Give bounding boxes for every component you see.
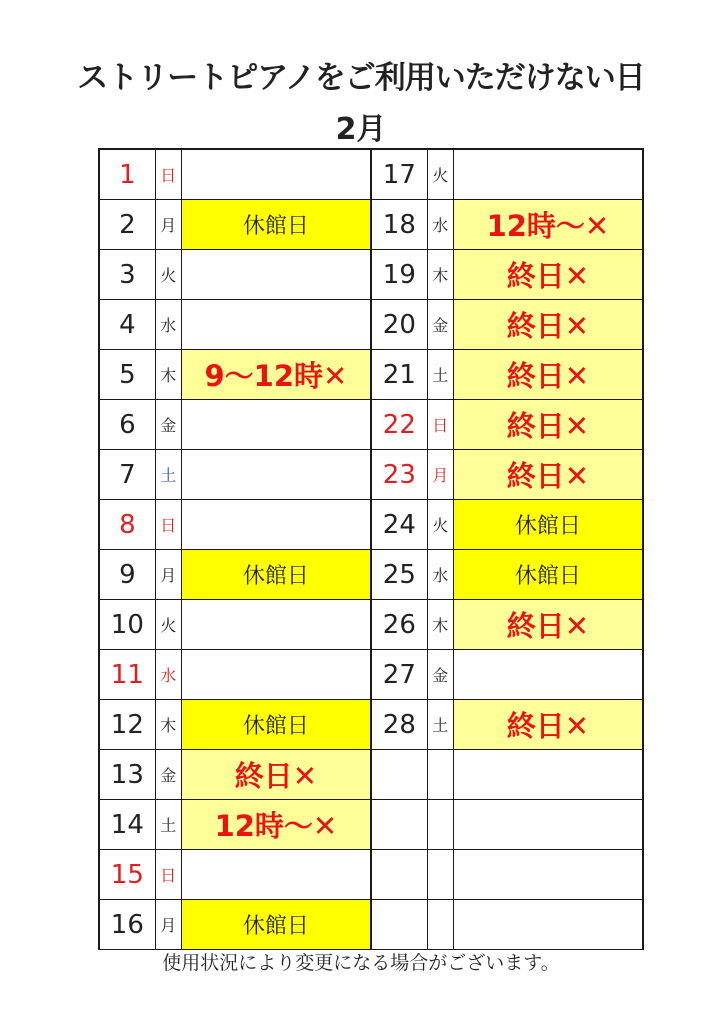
weekday-label: 土 <box>427 350 453 400</box>
month-heading: 2月 <box>335 112 387 147</box>
weekday-label <box>427 800 453 850</box>
weekday-label: 月 <box>155 900 181 950</box>
page-title: ストリートピアノをご利用いただけない日 <box>77 60 645 96</box>
availability-note <box>181 250 371 300</box>
schedule-row <box>99 750 643 800</box>
weekday-label: 日 <box>155 850 181 900</box>
schedule-row <box>99 550 643 600</box>
schedule-row <box>99 800 643 850</box>
availability-note: 9～12時✕ <box>181 350 371 400</box>
day-number: 13 <box>99 750 155 800</box>
availability-note <box>453 149 643 200</box>
weekday-label: 金 <box>427 300 453 350</box>
day-number: 10 <box>99 600 155 650</box>
weekday-label: 木 <box>155 350 181 400</box>
availability-note: 休館日 <box>181 900 371 950</box>
day-number: 14 <box>99 800 155 850</box>
availability-note <box>453 650 643 700</box>
day-number: 4 <box>99 300 155 350</box>
day-number: 2 <box>99 200 155 250</box>
weekday-label: 日 <box>427 400 453 450</box>
weekday-label: 火 <box>427 149 453 200</box>
availability-note: 休館日 <box>453 550 643 600</box>
schedule-row <box>99 300 643 350</box>
availability-note: 12時～✕ <box>181 800 371 850</box>
availability-note <box>453 850 643 900</box>
weekday-label: 水 <box>155 650 181 700</box>
weekday-label: 日 <box>155 149 181 200</box>
availability-note <box>453 900 643 950</box>
day-number <box>371 750 427 800</box>
day-number: 27 <box>371 650 427 700</box>
schedule-row <box>99 500 643 550</box>
weekday-label: 火 <box>155 600 181 650</box>
availability-note <box>181 650 371 700</box>
weekday-label: 月 <box>427 450 453 500</box>
schedule-row <box>99 850 643 900</box>
day-number: 5 <box>99 350 155 400</box>
schedule-row <box>99 900 643 950</box>
day-number: 15 <box>99 850 155 900</box>
day-number: 12 <box>99 700 155 750</box>
day-number: 26 <box>371 600 427 650</box>
weekday-label: 土 <box>155 800 181 850</box>
availability-note <box>181 149 371 200</box>
day-number <box>371 900 427 950</box>
weekday-label: 水 <box>427 550 453 600</box>
availability-note: 終日✕ <box>453 600 643 650</box>
weekday-label: 土 <box>155 450 181 500</box>
day-number: 6 <box>99 400 155 450</box>
schedule-row <box>99 149 643 200</box>
day-number: 21 <box>371 350 427 400</box>
day-number <box>371 850 427 900</box>
availability-note <box>181 600 371 650</box>
availability-note <box>453 750 643 800</box>
day-number: 28 <box>371 700 427 750</box>
availability-note: 休館日 <box>181 700 371 750</box>
weekday-label: 月 <box>155 200 181 250</box>
availability-note: 終日✕ <box>453 300 643 350</box>
availability-note: 休館日 <box>453 500 643 550</box>
footer-note: 使用状況により変更になる場合がございます。 <box>162 952 560 974</box>
weekday-label <box>427 750 453 800</box>
weekday-label: 金 <box>427 650 453 700</box>
availability-note: 終日✕ <box>453 250 643 300</box>
schedule-row <box>99 250 643 300</box>
day-number: 20 <box>371 300 427 350</box>
availability-note: 休館日 <box>181 550 371 600</box>
availability-note: 終日✕ <box>453 700 643 750</box>
availability-note: 終日✕ <box>181 750 371 800</box>
schedule-row <box>99 700 643 750</box>
schedule-row <box>99 450 643 500</box>
availability-note: 12時～✕ <box>453 200 643 250</box>
schedule-body <box>99 149 643 950</box>
weekday-label: 木 <box>427 250 453 300</box>
weekday-label: 金 <box>155 400 181 450</box>
availability-note: 終日✕ <box>453 450 643 500</box>
schedule-row <box>99 400 643 450</box>
day-number: 22 <box>371 400 427 450</box>
day-number: 17 <box>371 149 427 200</box>
schedule-row <box>99 650 643 700</box>
day-number: 24 <box>371 500 427 550</box>
availability-note <box>181 400 371 450</box>
day-number: 25 <box>371 550 427 600</box>
availability-note: 終日✕ <box>453 350 643 400</box>
availability-note: 休館日 <box>181 200 371 250</box>
availability-note <box>181 500 371 550</box>
day-number: 16 <box>99 900 155 950</box>
weekday-label: 金 <box>155 750 181 800</box>
weekday-label: 土 <box>427 700 453 750</box>
availability-note <box>181 300 371 350</box>
schedule-table <box>98 148 644 950</box>
day-number: 3 <box>99 250 155 300</box>
schedule-row <box>99 200 643 250</box>
weekday-label: 水 <box>155 300 181 350</box>
schedule-row <box>99 350 643 400</box>
day-number: 19 <box>371 250 427 300</box>
availability-note <box>453 800 643 850</box>
availability-note <box>181 850 371 900</box>
day-number: 18 <box>371 200 427 250</box>
day-number: 23 <box>371 450 427 500</box>
availability-note <box>181 450 371 500</box>
weekday-label <box>427 900 453 950</box>
availability-note: 終日✕ <box>453 400 643 450</box>
schedule-row <box>99 600 643 650</box>
day-number: 7 <box>99 450 155 500</box>
day-number: 11 <box>99 650 155 700</box>
weekday-label <box>427 850 453 900</box>
weekday-label: 火 <box>155 250 181 300</box>
day-number <box>371 800 427 850</box>
day-number: 9 <box>99 550 155 600</box>
day-number: 8 <box>99 500 155 550</box>
weekday-label: 水 <box>427 200 453 250</box>
weekday-label: 木 <box>155 700 181 750</box>
day-number: 1 <box>99 149 155 200</box>
weekday-label: 火 <box>427 500 453 550</box>
weekday-label: 月 <box>155 550 181 600</box>
weekday-label: 日 <box>155 500 181 550</box>
weekday-label: 木 <box>427 600 453 650</box>
